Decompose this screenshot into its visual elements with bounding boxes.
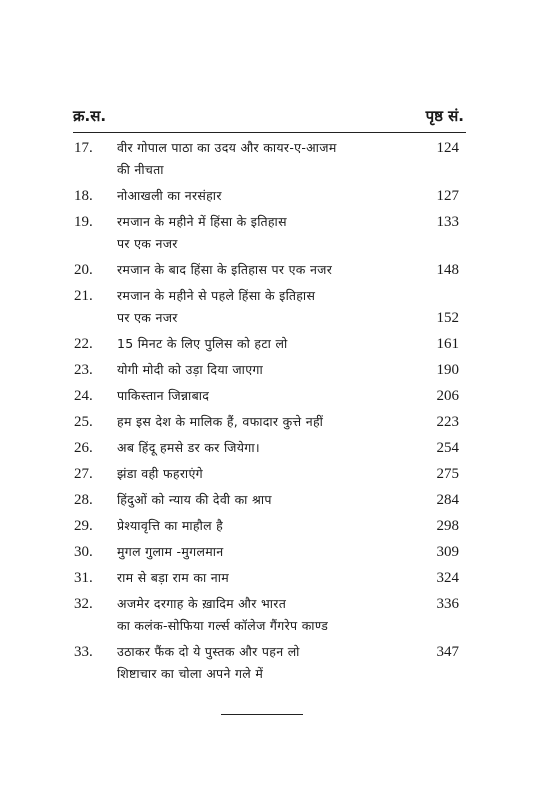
entry-title-line: पाकिस्तान जिन्नाबाद xyxy=(117,388,210,403)
entry-number: 25. xyxy=(74,414,93,430)
footer-divider xyxy=(221,714,303,715)
entry-page-number: 127 xyxy=(436,188,459,204)
entry-title-line: पर एक नजर xyxy=(117,236,178,251)
entry-title-line: झंडा वही फहराएंगे xyxy=(117,466,204,481)
entry-title-line: उठाकर फैंक दो ये पुस्तक और पहन लो xyxy=(117,644,300,659)
entry-title-line: पर एक नजर xyxy=(117,310,178,325)
entry-number: 31. xyxy=(74,570,93,586)
entry-title-line: रमजान के महीने से पहले हिंसा के इतिहास xyxy=(117,288,316,303)
entry-title-line: योगी मोदी को उड़ा दिया जाएगा xyxy=(117,362,263,377)
entry-page-number: 206 xyxy=(436,388,459,404)
entry-number: 18. xyxy=(74,188,93,204)
entry-page-number: 152 xyxy=(436,310,459,326)
entry-title-line: हिंदुओं को न्याय की देवी का श्राप xyxy=(117,492,272,507)
page-number-heading: पृष्ठ सं. xyxy=(425,107,464,125)
entry-number: 21. xyxy=(74,288,93,304)
entry-page-number: 275 xyxy=(436,466,459,482)
entry-number: 29. xyxy=(74,518,93,534)
entry-title-line: की नीचता xyxy=(117,162,164,177)
entry-number: 24. xyxy=(74,388,93,404)
entry-page-number: 190 xyxy=(436,362,459,378)
entry-page-number: 133 xyxy=(436,214,459,230)
entry-title-line: अजमेर दरगाह के ख़ादिम और भारत xyxy=(117,596,287,611)
entry-number: 20. xyxy=(74,262,93,278)
entry-page-number: 161 xyxy=(436,336,459,352)
entry-page-number: 336 xyxy=(436,596,459,612)
entry-page-number: 254 xyxy=(436,440,459,456)
entry-number: 27. xyxy=(74,466,93,482)
entry-number: 30. xyxy=(74,544,93,560)
entry-title-line: रमजान के महीने में हिंसा के इतिहास xyxy=(117,214,287,229)
entry-title-line: मुगल गुलाम -मुगलमान xyxy=(117,544,224,559)
entry-number: 17. xyxy=(74,140,93,156)
entry-title-line: हम इस देश के मालिक हैं, वफादार कुत्ते नहीं xyxy=(117,414,324,429)
entry-number: 32. xyxy=(74,596,93,612)
entry-page-number: 124 xyxy=(436,140,459,156)
entry-page-number: 284 xyxy=(436,492,459,508)
entry-page-number: 324 xyxy=(436,570,459,586)
entry-number: 28. xyxy=(74,492,93,508)
entry-page-number: 148 xyxy=(436,262,459,278)
serial-number-heading: क्र.स. xyxy=(73,107,107,125)
entry-number: 26. xyxy=(74,440,93,456)
toc-header xyxy=(73,106,466,133)
entry-title-line: अब हिंदू हमसे डर कर जियेगा। xyxy=(117,440,260,455)
entry-page-number: 347 xyxy=(436,644,459,660)
entry-page-number: 223 xyxy=(436,414,459,430)
entry-page-number: 298 xyxy=(436,518,459,534)
entry-number: 33. xyxy=(74,644,93,660)
entry-title-line: शिष्टाचार का चोला अपने गले में xyxy=(117,666,264,681)
entry-page-number: 309 xyxy=(436,544,459,560)
entry-title-line: का कलंक-सोफिया गर्ल्स कॉलेज गैंगरेप काण्ड xyxy=(117,618,329,633)
entry-number: 22. xyxy=(74,336,93,352)
entry-title-line: वीर गोपाल पाठा का उदय और कायर-ए-आजम xyxy=(117,140,337,155)
entry-title-line: राम से बड़ा राम का नाम xyxy=(117,570,230,585)
entry-number: 23. xyxy=(74,362,93,378)
entry-title-line: रमजान के बाद हिंसा के इतिहास पर एक नजर xyxy=(117,262,333,277)
entry-title-line: प्रेश्यावृत्ति का माहौल है xyxy=(117,518,224,533)
entry-title-line: 15 मिनट के लिए पुलिस को हटा लो xyxy=(117,336,288,351)
entry-title-line: नोआखली का नरसंहार xyxy=(117,188,222,203)
entry-number: 19. xyxy=(74,214,93,230)
